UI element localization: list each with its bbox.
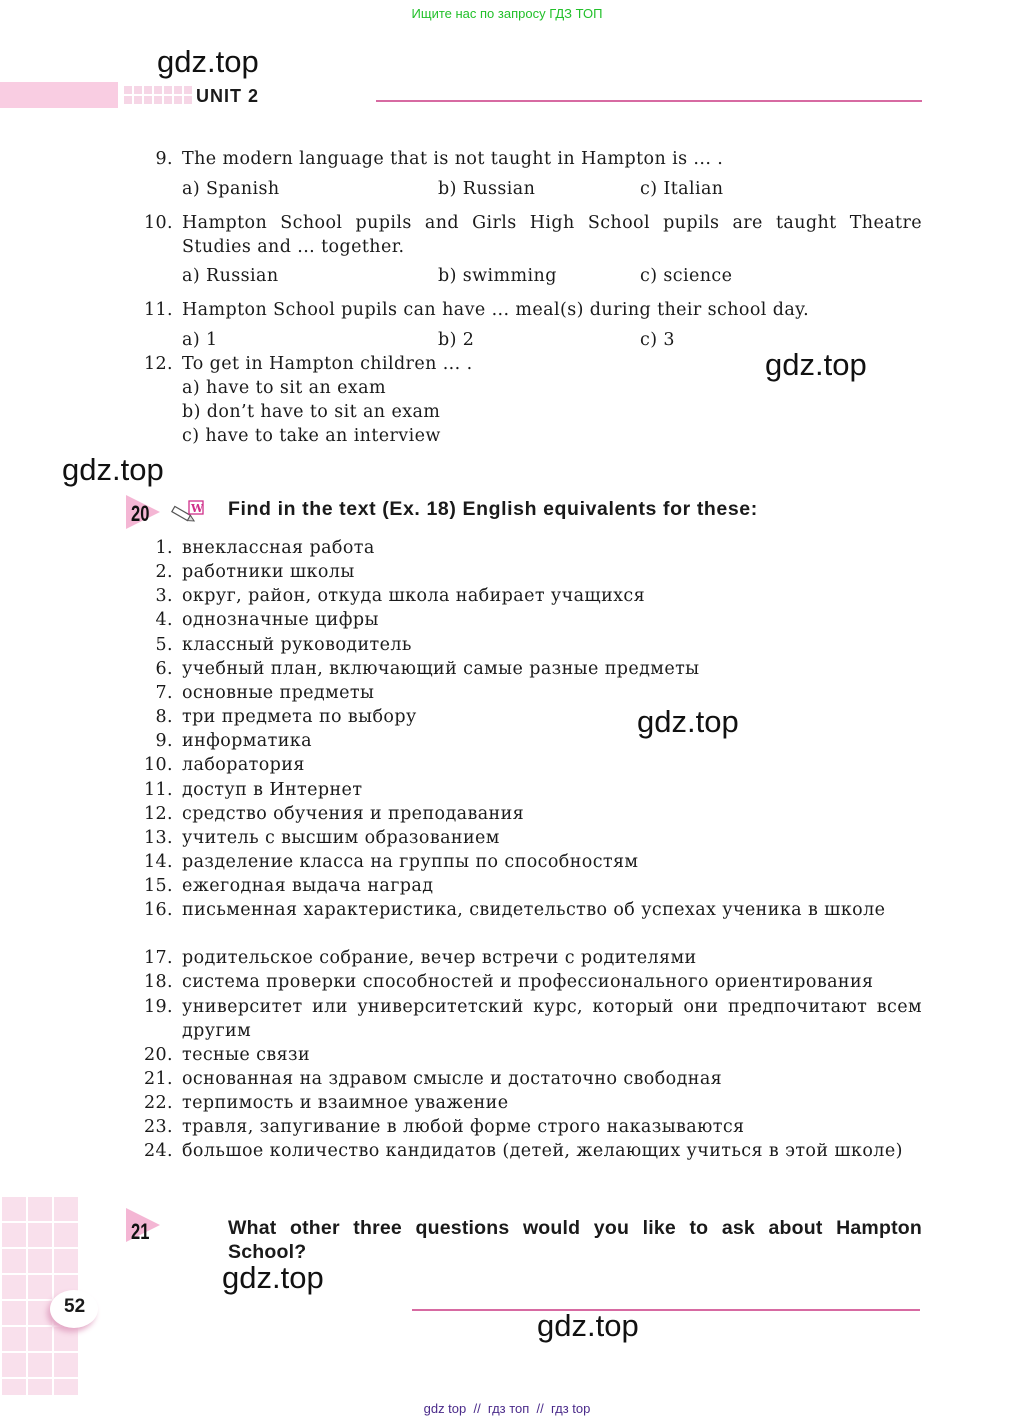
question-text: The modern language that is not taught in Hampton is ... .	[182, 149, 724, 169]
list-item: большое количество кандидатов (детей, желающих учиться в этой школе)	[182, 1141, 903, 1161]
option: c) Italian	[640, 179, 724, 199]
watermark: gdz.top	[157, 44, 259, 79]
option: a) Russian	[182, 266, 279, 286]
list-item-number: 8.	[155, 707, 173, 727]
watermark: gdz.top	[62, 452, 164, 487]
list-item-number: 14.	[143, 852, 173, 872]
watermark: gdz.top	[765, 347, 867, 382]
list-item-number: 10.	[143, 755, 173, 775]
header-pink-bar	[0, 82, 118, 108]
list-item-number: 24.	[143, 1141, 173, 1161]
list-item: родительское собрание, вечер встречи с родителями	[182, 948, 697, 968]
unit-label: UNIT 2	[196, 86, 260, 106]
question-text: Hampton School pupils can have ... meal(s) during their school day.	[182, 300, 810, 320]
page-number: 52	[64, 1296, 86, 1317]
top-banner[interactable]: Ищите нас по запросу ГДЗ ТОП	[411, 6, 603, 21]
list-item-number: 7.	[155, 683, 173, 703]
list-item: разделение класса на группы по способностям	[182, 852, 639, 872]
list-item: система проверки способностей и профессионального ориентирования	[182, 972, 874, 992]
list-item-number: 13.	[143, 828, 173, 848]
option: b) swimming	[438, 266, 557, 286]
list-item: работники школы	[182, 562, 355, 582]
list-item-number: 20.	[143, 1045, 173, 1065]
list-item-number: 23.	[143, 1117, 173, 1137]
list-item: лаборатория	[182, 755, 305, 775]
list-item: тесные связи	[182, 1045, 311, 1065]
list-item: округ, район, откуда школа набирает учащихся	[182, 586, 646, 606]
list-item: терпимость и взаимное уважение	[182, 1093, 509, 1113]
workbook-badge: W	[191, 502, 204, 515]
option: c) 3	[640, 330, 675, 350]
watermark: gdz.top	[222, 1260, 324, 1295]
list-item: классный руководитель	[182, 635, 412, 655]
watermark: gdz.top	[537, 1308, 639, 1343]
list-item: университет или университетский курс, который они предпочитают всем другим	[182, 997, 922, 1041]
list-item-number: 12.	[143, 804, 173, 824]
option: c) have to take an interview	[182, 426, 441, 446]
list-item: три предмета по выбору	[182, 707, 417, 727]
header-pattern	[122, 84, 194, 106]
header-rule	[376, 100, 922, 102]
exercise-number: 20	[131, 501, 150, 526]
exercise-task: What other three questions would you like to ask about Hampton School?	[228, 1217, 922, 1263]
question-text: Hampton School pupils and Girls High School pupils are taught Theatre Studies and ... together.	[182, 213, 922, 257]
footer-links[interactable]: gdz top // гдз топ // гдз top	[423, 1401, 591, 1416]
list-item-number: 22.	[143, 1093, 173, 1113]
footer-rule	[412, 1309, 920, 1311]
list-item: учебный план, включающий самые разные предметы	[182, 659, 700, 679]
question-text: To get in Hampton children ... .	[182, 354, 473, 374]
list-item: доступ в Интернет	[182, 780, 363, 800]
list-item-number: 3.	[155, 586, 173, 606]
list-item: основные предметы	[182, 683, 375, 703]
list-item-number: 6.	[155, 659, 173, 679]
option: a) Spanish	[182, 179, 280, 199]
list-item: травля, запугивание в любой форме строго наказываются	[182, 1117, 745, 1137]
list-item-number: 5.	[155, 635, 173, 655]
list-item: внеклассная работа	[182, 538, 375, 558]
option: b) Russian	[438, 179, 536, 199]
list-item-number: 19.	[143, 997, 173, 1017]
list-item: письменная характеристика, свидетельство об успехах ученика в школе	[182, 900, 886, 920]
list-item-number: 1.	[155, 538, 173, 558]
question-number: 12.	[143, 354, 173, 374]
list-item: однозначные цифры	[182, 610, 379, 630]
list-item: информатика	[182, 731, 312, 751]
question-number: 11.	[143, 300, 173, 320]
list-item: учитель с высшим образованием	[182, 828, 500, 848]
option: a) 1	[182, 330, 218, 350]
option: b) 2	[438, 330, 475, 350]
list-item-number: 21.	[143, 1069, 173, 1089]
list-item: ежегодная выдача наград	[182, 876, 434, 896]
list-item-number: 17.	[143, 948, 173, 968]
option: b) don’t have to sit an exam	[182, 402, 441, 422]
watermark: gdz.top	[637, 704, 739, 739]
pencil-write-icon	[170, 500, 206, 524]
list-item: основанная на здравом смысле и достаточно свободная	[182, 1069, 723, 1089]
question-number: 9.	[155, 149, 173, 169]
list-item-number: 15.	[143, 876, 173, 896]
exercise-task: Find in the text (Ex. 18) English equivalents for these:	[228, 498, 758, 520]
list-item-number: 4.	[155, 610, 173, 630]
exercise-number: 21	[131, 1219, 150, 1244]
list-item-number: 11.	[143, 780, 173, 800]
list-item: средство обучения и преподавания	[182, 804, 525, 824]
list-item-number: 2.	[155, 562, 173, 582]
list-item-number: 18.	[143, 972, 173, 992]
question-number: 10.	[143, 213, 173, 233]
list-item-number: 16.	[143, 900, 173, 920]
option: a) have to sit an exam	[182, 378, 386, 398]
option: c) science	[640, 266, 733, 286]
list-item-number: 9.	[155, 731, 173, 751]
